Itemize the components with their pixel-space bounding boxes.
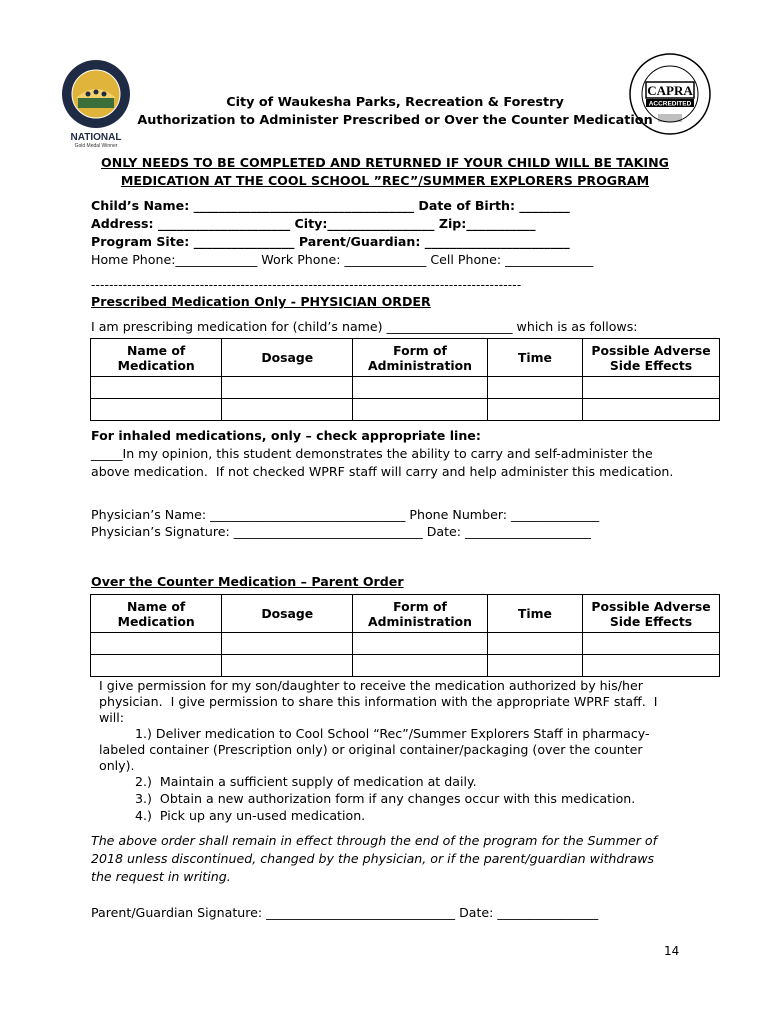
table-cell[interactable] xyxy=(353,377,488,399)
table-cell[interactable] xyxy=(353,655,488,677)
item-1-line-1: 1.) Deliver medication to Cool School “Rec”/Summer Explorers Staff in pharmacy- xyxy=(135,726,650,741)
item-1-line-3: only). xyxy=(99,758,135,773)
table-cell[interactable] xyxy=(583,633,720,655)
closing-line-3: the request in writing. xyxy=(91,869,231,884)
physician-signature-field[interactable]: Physician’s Signature: ______________________________ Date: ____________________ xyxy=(91,524,591,539)
table-cell[interactable] xyxy=(487,399,582,421)
table-cell[interactable] xyxy=(353,399,488,421)
physician-name-phone-field[interactable]: Physician’s Name: _______________________________ Phone Number: ______________ xyxy=(91,507,600,522)
table-cell[interactable] xyxy=(487,633,582,655)
svg-text:ACCREDITED: ACCREDITED xyxy=(648,100,692,108)
prescribed-heading: Prescribed Medication Only - PHYSICIAN ORDER xyxy=(91,294,431,309)
table-cell[interactable] xyxy=(583,399,720,421)
col-form-of-administration: Form of Administration xyxy=(353,595,488,633)
table-row xyxy=(91,633,720,655)
table-cell[interactable] xyxy=(222,633,353,655)
item-2: 2.) Maintain a sufficient supply of medication at daily. xyxy=(135,774,477,789)
col-name-of-medication: Name of Medication xyxy=(91,339,222,377)
permission-line-3: will: xyxy=(99,710,125,725)
svg-text:NATIONAL: NATIONAL xyxy=(70,132,122,143)
program-site-guardian-field[interactable]: Program Site: ________________ Parent/Guardian: _______________________ xyxy=(91,234,570,249)
col-time: Time xyxy=(487,595,582,633)
col-time: Time xyxy=(487,339,582,377)
form-title: Authorization to Administer Prescribed or Over the Counter Medication xyxy=(137,113,653,128)
table-cell[interactable] xyxy=(222,655,353,677)
table-cell[interactable] xyxy=(583,377,720,399)
table-cell[interactable] xyxy=(222,399,353,421)
table-cell[interactable] xyxy=(487,377,582,399)
phone-fields[interactable]: Home Phone:_____________ Work Phone: _____________ Cell Phone: ______________ xyxy=(91,252,594,267)
col-dosage: Dosage xyxy=(222,595,353,633)
org-name: City of Waukesha Parks, Recreation & Forestry xyxy=(226,95,564,110)
table-cell[interactable] xyxy=(353,633,488,655)
inhaled-checkbox-line[interactable]: _____In my opinion, this student demonstrates the ability to carry and self-administer the xyxy=(91,446,653,461)
table-cell[interactable] xyxy=(487,655,582,677)
otc-heading: Over the Counter Medication – Parent Order xyxy=(91,574,404,589)
prescribed-medication-table xyxy=(90,338,720,421)
svg-text:CAPRA: CAPRA xyxy=(647,83,693,98)
parent-signature-field[interactable]: Parent/Guardian Signature: ______________________________ Date: ________________ xyxy=(91,905,599,920)
inhaled-heading: For inhaled medications, only – check appropriate line: xyxy=(91,428,481,443)
notice-line-1: ONLY NEEDS TO BE COMPLETED AND RETURNED IF YOUR CHILD WILL BE TAKING xyxy=(101,155,669,170)
notice-line-2: MEDICATION AT THE COOL SCHOOL ”REC”/SUMMER EXPLORERS PROGRAM xyxy=(120,173,650,188)
item-1-line-2: labeled container (Prescription only) or original container/packaging (over the counter xyxy=(99,742,643,757)
col-possible-adverse-side-effects: Possible Adverse Side Effects xyxy=(583,595,720,633)
closing-line-2: 2018 unless discontinued, changed by the physician, or if the parent/guardian withdraws xyxy=(91,851,655,866)
address-city-zip-field[interactable]: Address: _____________________ City:_________________ Zip:___________ xyxy=(91,216,536,231)
table-row xyxy=(91,377,720,399)
table-cell[interactable] xyxy=(91,399,222,421)
inhaled-line-2: above medication. If not checked WPRF staff will carry and help administer this medication. xyxy=(91,464,674,479)
permission-line-2: physician. I give permission to share this information with the appropriate WPRF staff. I xyxy=(99,694,658,709)
child-name-dob-field[interactable]: Child’s Name: ___________________________________ Date of Birth: ________ xyxy=(91,198,570,213)
section-divider: ----------------------------------------------------------------------------------------------- xyxy=(91,278,522,292)
closing-line-1: The above order shall remain in effect through the end of the program for the Summer of xyxy=(91,833,658,848)
col-dosage: Dosage xyxy=(222,339,353,377)
page-number: 14 xyxy=(664,944,680,958)
table-cell[interactable] xyxy=(583,655,720,677)
table-cell[interactable] xyxy=(91,633,222,655)
item-4: 4.) Pick up any un-used medication. xyxy=(135,808,366,823)
table-cell[interactable] xyxy=(222,377,353,399)
table-row xyxy=(91,655,720,677)
otc-medication-table xyxy=(90,594,720,677)
permission-line-1: I give permission for my son/daughter to receive the medication authorized by his/her xyxy=(99,678,643,693)
table-cell[interactable] xyxy=(91,655,222,677)
col-name-of-medication: Name of Medication xyxy=(91,595,222,633)
table-row xyxy=(91,399,720,421)
svg-text:Gold Medal Winner: Gold Medal Winner xyxy=(74,143,118,148)
table-cell[interactable] xyxy=(91,377,222,399)
item-3: 3.) Obtain a new authorization form if any changes occur with this medication. xyxy=(135,791,636,806)
col-possible-adverse-side-effects: Possible Adverse Side Effects xyxy=(583,339,720,377)
prescribing-intro[interactable]: I am prescribing medication for (child’s name) ____________________ which is as follows: xyxy=(91,319,638,334)
col-form-of-administration: Form of Administration xyxy=(353,339,488,377)
